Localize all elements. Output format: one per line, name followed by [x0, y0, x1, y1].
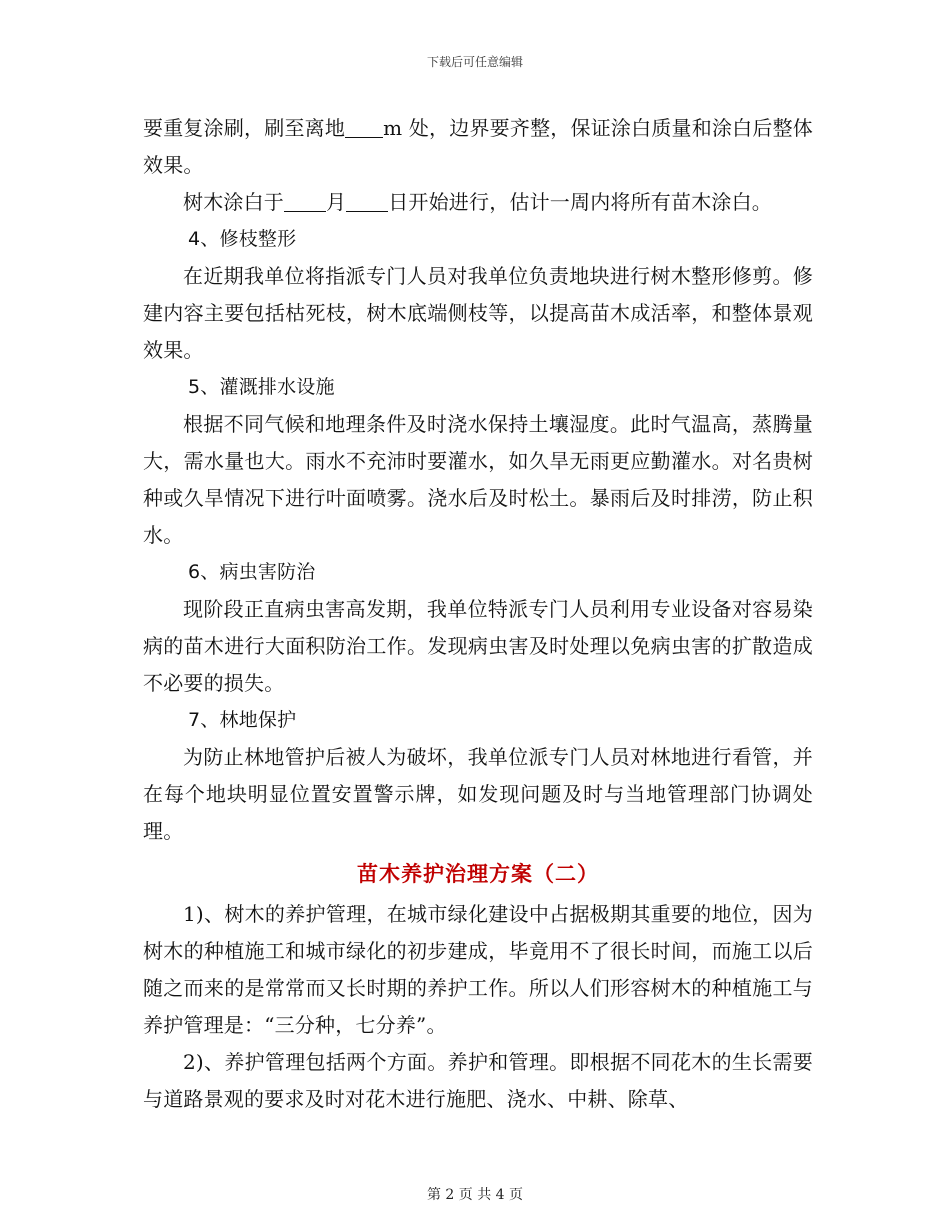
text: 日开始进行，估计一周内将所有苗木涂白。 [388, 190, 773, 214]
fill-blank [345, 117, 383, 138]
paragraph: 在近期我单位将指派专门人员对我单位负责地块进行树木整形修剪。修建内容主要包括枯死枝，树木底端侧枝等，以提高苗木成活率，和整体景观效果。 [143, 264, 813, 362]
document-body [143, 110, 813, 1118]
paragraph: 根据不同气候和地理条件及时浇水保持土壤湿度。此时气温高，蒸腾量大，需水量也大。雨水不充沛时要灌水，如久旱无雨更应勤灌水。对名贵树种或久旱情况下进行叶面喷雾。浇水后及时松土。暴雨后及时排涝，防止积水。 [143, 412, 813, 547]
paragraph: 2)、养护管理包括两个方面。养护和管理。即根据不同花木的生长需要与道路景观的要求及时对花木进行施肥、浇水、中耕、除草、 [143, 1050, 813, 1111]
fill-blank [346, 191, 388, 212]
page-footer: 第 2 页 共 4 页 [426, 1187, 524, 1203]
section-heading: 4、修枝整形 [188, 228, 297, 250]
paragraph [143, 110, 813, 184]
text: m 处，边界要齐整，保证涂白质量和涂白后整体效果。 [143, 116, 813, 177]
text: 月 [326, 190, 347, 214]
page-header: 下载后可任意编辑 [426, 55, 523, 69]
text: 要重复涂刷，刷至离地 [143, 116, 346, 140]
paragraph: 现阶段正直病虫害高发期，我单位特派专门人员利用专业设备对容易染病的苗木进行大面积防治工作。发现病虫害及时处理以免病虫害的扩散造成不必要的损失。 [143, 597, 813, 695]
section-heading: 6、病虫害防治 [188, 561, 316, 583]
paragraph: 1)、树木的养护管理，在城市绿化建设中占据极期其重要的地位，因为树木的种植施工和城市绿化的初步建成，毕竟用不了很长时间，而施工以后随之而来的是常常而又长时期的养护工作。所以人们形容树木的种植施工与养护管理是：“三分种，七分养”。 [143, 902, 813, 1037]
paragraph [143, 184, 813, 221]
fill-blank [284, 191, 326, 212]
section-title: 苗木养护治理方案（二） [357, 862, 599, 886]
text: 树木涂白于 [183, 190, 284, 214]
paragraph: 为防止林地管护后被人为破坏，我单位派专门人员对林地进行看管，并在每个地块明显位置安置警示牌，如发现问题及时与当地管理部门协调处理。 [143, 745, 813, 843]
section-heading: 7、林地保护 [188, 709, 297, 731]
section-heading: 5、灌溉排水设施 [188, 376, 335, 398]
